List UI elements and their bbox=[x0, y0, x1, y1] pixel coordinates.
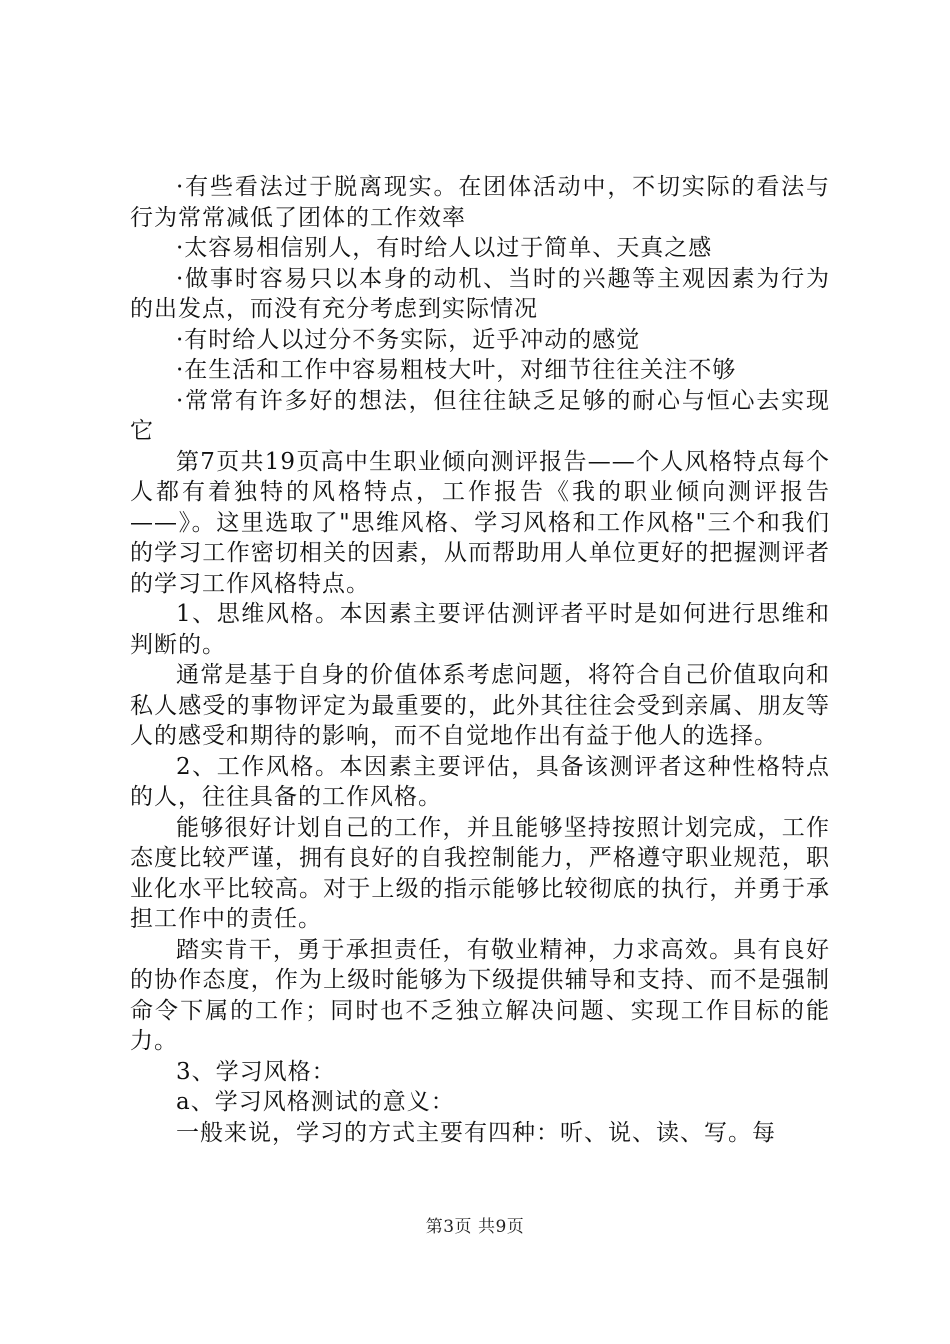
bullet-paragraph: ·有时给人以过分不务实际，近乎冲动的感觉 bbox=[176, 326, 641, 353]
work-style-paragraph: 能够很好计划自己的工作，并且能够坚持按照计划完成，工作态度比较严谨，拥有良好的自我控制能力，严格遵守职业规范，职业化水平比较高。对于上级的指示能够比较彻底的执行，并勇于承担工作中的责任。 bbox=[130, 814, 830, 932]
learning-style-subheading: a、学习风格测试的意义： bbox=[176, 1089, 455, 1115]
learning-style-paragraph: 一般来说，学习的方式主要有四种：听、说、读、写。每 bbox=[176, 1119, 776, 1146]
bullet-paragraph: ·做事时容易只以本身的动机、当时的兴趣等主观因素为行为的出发点，而没有充分考虑到实际情况 bbox=[130, 265, 830, 322]
work-style-paragraph: 踏实肯干，勇于承担责任，有敬业精神，力求高效。具有良好的协作态度，作为上级时能够为下级提供辅导和支持、而不是强制命令下属的工作；同时也不乏独立解决问题、实现工作目标的能力。 bbox=[130, 936, 830, 1054]
work-style-heading: 2、工作风格。本因素主要评估，具备该测评者这种性格特点的人，往往具备的工作风格。 bbox=[130, 753, 830, 810]
thinking-style-heading: 1、思维风格。本因素主要评估测评者平时是如何进行思维和判断的。 bbox=[130, 601, 830, 658]
learning-style-heading: 3、学习风格： bbox=[176, 1058, 336, 1085]
thinking-style-paragraph: 通常是基于自身的价值体系考虑问题，将符合自己价值取向和私人感受的事物评定为最重要的，此外其往往会受到亲属、朋友等人的感受和期待的影响，而不自觉地作出有益于他人的选择。 bbox=[130, 662, 830, 749]
page-footer: 第3页 共9页 bbox=[425, 1217, 525, 1237]
bullet-paragraph: ·在生活和工作中容易粗枝大叶，对细节往往关注不够 bbox=[176, 357, 737, 383]
section-intro-paragraph: 第7页共19页高中生职业倾向测评报告——个人风格特点每个人都有着独特的风格特点，工作报告《我的职业倾向测评报告——》。这里选取了"思维风格、学习风格和工作风格"三个和我们的学习工作密切相关的因素，从而帮助用人单位更好的把握测评者的学习工作风格特点。 bbox=[130, 448, 830, 597]
document-body bbox=[130, 172, 830, 1148]
bullet-paragraph: ·太容易相信别人，有时给人以过于简单、天真之感 bbox=[176, 235, 713, 261]
bullet-paragraph: ·常常有许多好的想法，但往往缺乏足够的耐心与恒心去实现它 bbox=[130, 387, 830, 444]
bullet-paragraph: ·有些看法过于脱离现实。在团体活动中，不切实际的看法与行为常常减低了团体的工作效率 bbox=[130, 174, 830, 231]
